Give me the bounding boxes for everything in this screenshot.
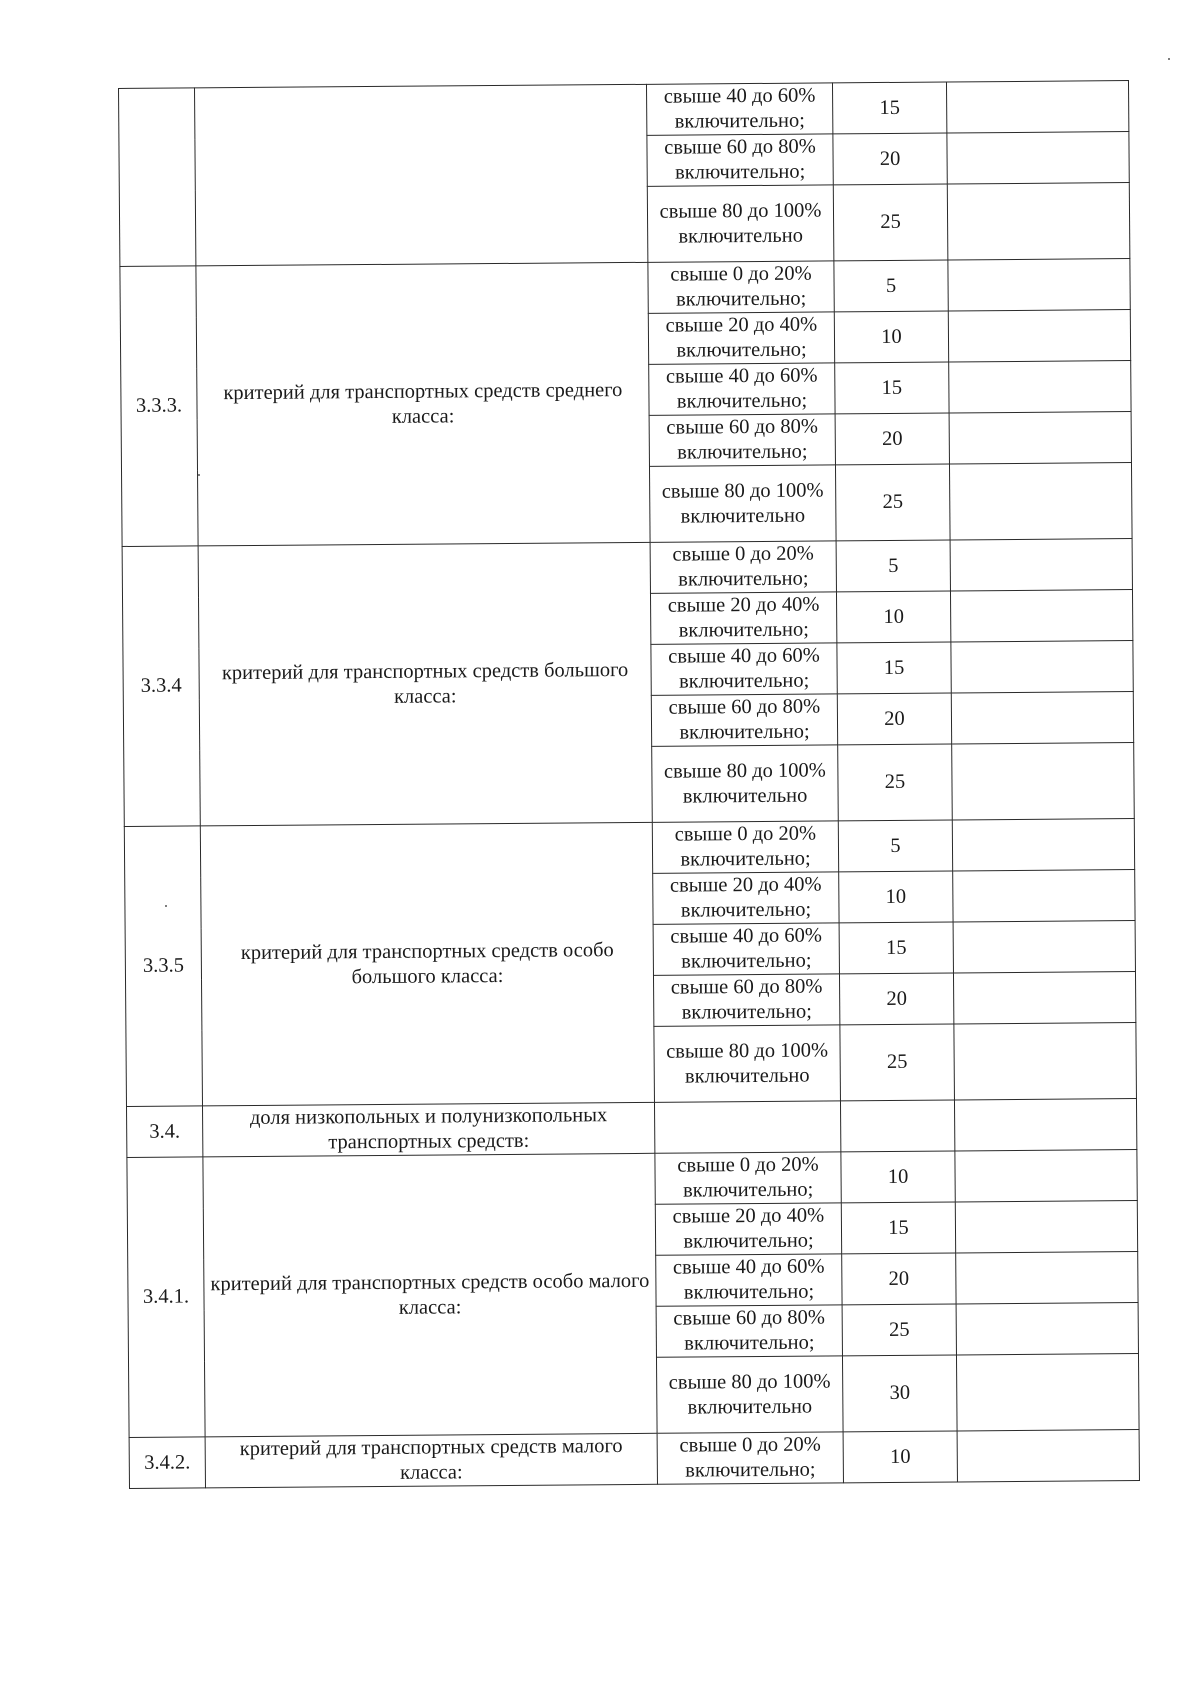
criteria-table-body: [119, 81, 1140, 1489]
range-cell: свыше 60 до 80% включительно;: [647, 134, 833, 186]
empty-cell: [956, 1252, 1138, 1304]
table-row: [124, 819, 1134, 878]
item-number: 3.4.: [126, 1106, 202, 1158]
range-cell: свыше 60 до 80% включительно;: [651, 694, 837, 746]
criteria-table: [118, 80, 1140, 1489]
table-row: [122, 539, 1132, 598]
table-row: [120, 259, 1130, 318]
range-cell: свыше 20 до 40% включительно;: [653, 872, 839, 924]
points-cell: 25: [842, 1304, 956, 1356]
range-cell: свыше 40 до 60% включительно;: [656, 1254, 842, 1306]
empty-cell: [954, 1023, 1137, 1100]
range-cell: свыше 40 до 60% включительно;: [653, 923, 839, 975]
item-number: 3.3.4: [122, 546, 200, 827]
points-cell: 20: [839, 973, 953, 1025]
points-cell: 25: [838, 744, 953, 821]
empty-cell: [951, 641, 1133, 693]
points-cell: 10: [843, 1431, 957, 1483]
range-cell: свыше 0 до 20% включительно;: [650, 541, 836, 593]
points-cell: 10: [841, 1151, 955, 1203]
range-cell: свыше 40 до 60% включительно;: [646, 83, 832, 135]
scan-speck: [165, 905, 167, 907]
points-cell: 5: [838, 820, 952, 872]
empty-cell: [952, 819, 1134, 871]
range-cell: свыше 0 до 20% включительно;: [655, 1152, 841, 1204]
empty-cell: [950, 590, 1132, 642]
item-number: 3.4.2.: [129, 1437, 205, 1489]
empty-cell: [946, 81, 1128, 133]
scan-speck: [198, 474, 200, 476]
points-cell: 15: [837, 642, 951, 694]
scan-speck: [1168, 58, 1170, 60]
empty-cell: [948, 310, 1130, 362]
range-cell: свыше 0 до 20% включительно;: [648, 261, 834, 313]
empty-cell: [950, 539, 1132, 591]
criterion-label: [195, 84, 648, 266]
empty-cell: [949, 463, 1132, 540]
points-cell: 20: [833, 133, 947, 185]
table-row: [127, 1150, 1137, 1209]
table-row: [126, 1099, 1136, 1158]
range-cell: свыше 40 до 60% включительно;: [651, 643, 837, 695]
points-cell: 5: [836, 540, 950, 592]
item-number: 3.3.5: [124, 826, 202, 1107]
points-cell: [840, 1100, 954, 1152]
points-cell: 10: [834, 311, 948, 363]
criterion-label: критерий для транспортных средств особо большого класса:: [200, 822, 654, 1106]
item-number: [119, 88, 196, 267]
range-cell: свыше 20 до 40% включительно;: [650, 592, 836, 644]
empty-cell: [949, 361, 1131, 413]
empty-cell: [947, 183, 1130, 260]
range-cell: свыше 60 до 80% включительно;: [649, 414, 835, 466]
criterion-label: критерий для транспортных средств особо малого класса:: [203, 1153, 657, 1437]
range-cell: свыше 80 до 100% включительно: [654, 1025, 841, 1102]
points-cell: 25: [840, 1024, 955, 1101]
range-cell: свыше 20 до 40% включительно;: [648, 312, 834, 364]
criterion-label: критерий для транспортных средств большого класса:: [198, 542, 652, 826]
range-cell: свыше 0 до 20% включительно;: [652, 821, 838, 873]
empty-cell: [956, 1303, 1138, 1355]
item-number: 3.4.1.: [127, 1157, 205, 1438]
empty-cell: [951, 692, 1133, 744]
range-cell: свыше 60 до 80% включительно;: [653, 974, 839, 1026]
range-cell: свыше 80 до 100% включительно: [656, 1356, 843, 1433]
criterion-label: критерий для транспортных средств малого класса:: [205, 1433, 657, 1488]
points-cell: 15: [835, 362, 949, 414]
empty-cell: [953, 972, 1135, 1024]
item-number: 3.3.3.: [120, 266, 198, 547]
points-cell: 20: [842, 1253, 956, 1305]
points-cell: 20: [837, 693, 951, 745]
points-cell: 15: [839, 922, 953, 974]
points-cell: 10: [839, 871, 953, 923]
points-cell: 25: [833, 184, 948, 261]
empty-cell: [955, 1201, 1137, 1253]
table-row: [119, 81, 1129, 140]
points-cell: 15: [841, 1202, 955, 1254]
range-cell: свыше 0 до 20% включительно;: [657, 1432, 843, 1484]
range-cell: свыше 60 до 80% включительно;: [656, 1305, 842, 1357]
table-row: [129, 1430, 1139, 1489]
empty-cell: [953, 870, 1135, 922]
empty-cell: [953, 921, 1135, 973]
points-cell: 15: [832, 82, 946, 134]
range-cell: свыше 80 до 100% включительно: [647, 185, 834, 262]
points-cell: 30: [842, 1355, 957, 1432]
empty-cell: [949, 412, 1131, 464]
empty-cell: [956, 1354, 1139, 1431]
empty-cell: [955, 1150, 1137, 1202]
empty-cell: [952, 743, 1135, 820]
points-cell: 20: [835, 413, 949, 465]
empty-cell: [948, 259, 1130, 311]
points-cell: 25: [835, 464, 950, 541]
criterion-label: доля низкопольных и полунизкопольных транспортных средств:: [202, 1102, 654, 1157]
points-cell: 10: [836, 591, 950, 643]
criterion-label: критерий для транспортных средств среднего класса:: [196, 262, 650, 546]
range-cell: свыше 40 до 60% включительно;: [649, 363, 835, 415]
range-cell: свыше 80 до 100% включительно: [652, 745, 839, 822]
empty-cell: [947, 132, 1129, 184]
range-cell: свыше 80 до 100% включительно: [649, 465, 836, 542]
range-cell: свыше 20 до 40% включительно;: [655, 1203, 841, 1255]
points-cell: 5: [834, 260, 948, 312]
range-cell: [654, 1101, 840, 1153]
empty-cell: [957, 1430, 1139, 1482]
empty-cell: [954, 1099, 1136, 1151]
